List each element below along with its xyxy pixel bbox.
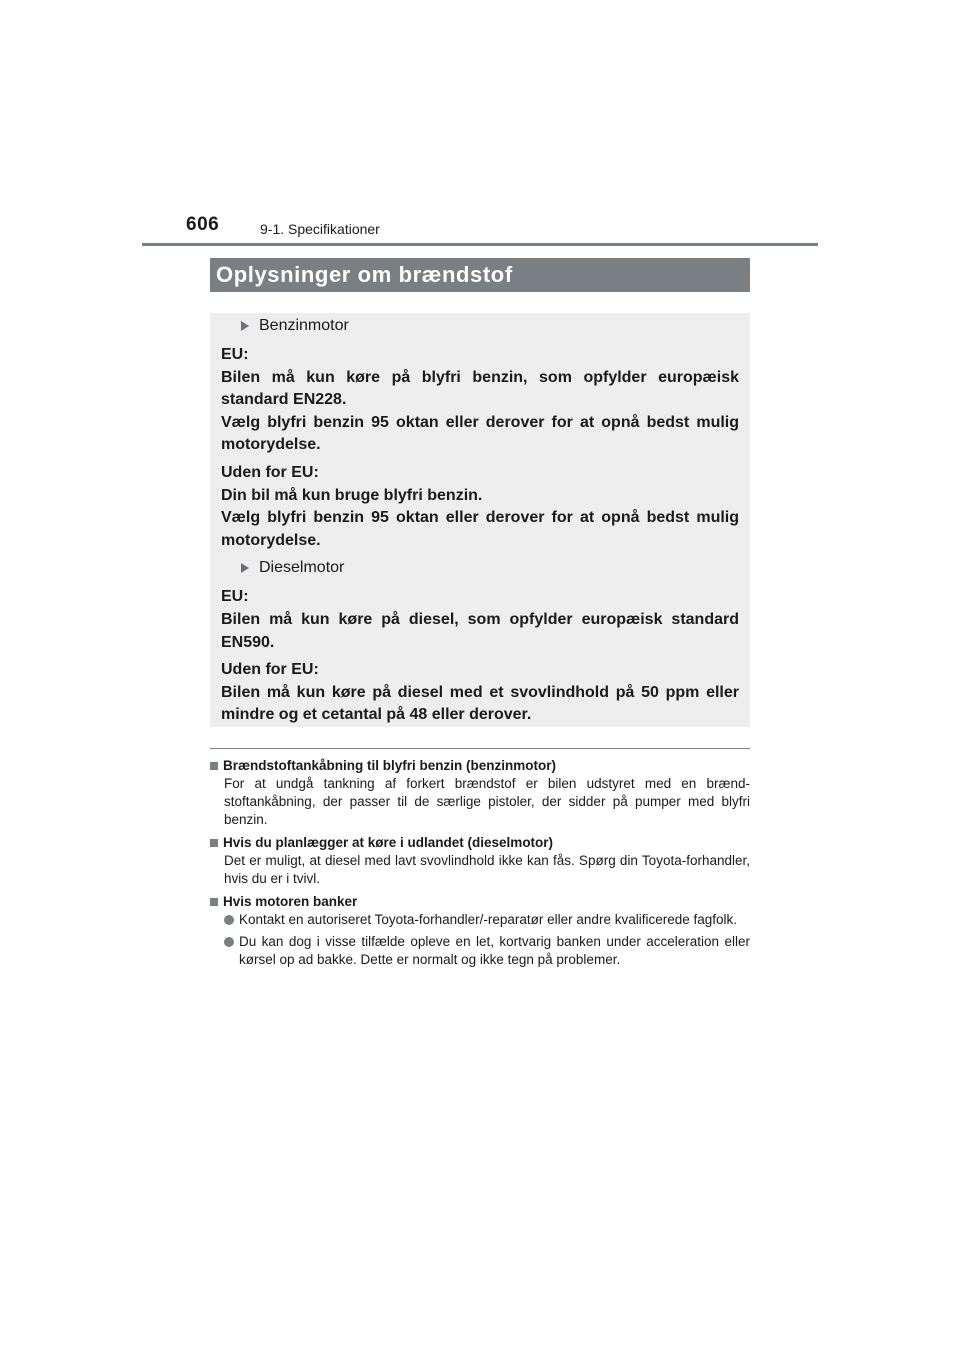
note-petrol-filler bbox=[210, 757, 750, 829]
petrol-eu-text-2: Vælg blyfri benzin 95 oktan eller derover for at opnå bedst mulig motorydelse. bbox=[221, 413, 739, 454]
round-bullet-icon bbox=[224, 937, 234, 947]
note-title-text: Hvis du planlægger at køre i udlandet (dieselmotor) bbox=[223, 835, 554, 850]
petrol-non-eu-label: Uden for EU: bbox=[221, 463, 319, 481]
note-title-text: Brændstoftankåbning til blyfri benzin (benzinmotor) bbox=[223, 758, 556, 773]
note-body: Det er muligt, at diesel med lavt svovlindhold ikke kan fås. Spørg din Toyota-forhandler, hvis du er i tvivl. bbox=[224, 853, 750, 886]
square-bullet-icon bbox=[210, 762, 218, 770]
diesel-engine-heading bbox=[241, 556, 739, 580]
diesel-non-eu-text: Bilen må kun køre på diesel med et svovlindhold på 50 ppm eller mindre og et cetantal på 48 eller derover. bbox=[221, 683, 739, 724]
list-item bbox=[224, 911, 750, 929]
petrol-non-eu-block bbox=[221, 462, 739, 552]
petrol-non-eu-text-2: Vælg blyfri benzin 95 oktan eller derover for at opnå bedst mulig motorydelse. bbox=[221, 509, 739, 549]
petrol-eu-block bbox=[221, 344, 739, 457]
list-item bbox=[224, 933, 750, 969]
diesel-non-eu-label: Uden for EU: bbox=[221, 661, 319, 679]
page-number: 606 bbox=[186, 214, 220, 235]
round-bullet-icon bbox=[224, 915, 234, 925]
square-bullet-icon bbox=[210, 839, 218, 847]
triangle-bullet-icon bbox=[241, 321, 249, 331]
list-item-text: Kontakt en autoriseret Toyota-forhandler/-reparatør eller andre kvalificerede fagfolk. bbox=[239, 912, 738, 927]
square-bullet-icon bbox=[210, 898, 218, 906]
header-rule bbox=[142, 243, 818, 246]
note-engine-knocking bbox=[210, 893, 750, 969]
diesel-eu-block bbox=[221, 586, 739, 654]
petrol-eu-label: EU: bbox=[221, 346, 249, 363]
diesel-heading-label: Dieselmotor bbox=[259, 559, 345, 577]
note-title-text: Hvis motoren banker bbox=[223, 894, 358, 909]
page-title: Oplysninger om brændstof bbox=[210, 258, 750, 292]
note-title bbox=[210, 834, 750, 852]
list-item-text: Du kan dog i visse tilfælde opleve en let, kortvarig banken under acceleration eller kørsel op ad bakke. Dette er normalt og ikke tegn på problemer. bbox=[239, 934, 750, 967]
diesel-eu-label: EU: bbox=[221, 588, 249, 606]
petrol-heading-label: Benzinmotor bbox=[259, 317, 349, 334]
fuel-info-box bbox=[210, 313, 750, 727]
petrol-eu-text-1: Bilen må kun køre på blyfri benzin, som opfylder europæisk standard EN228. bbox=[221, 368, 739, 409]
note-driving-abroad bbox=[210, 834, 750, 888]
petrol-non-eu-text-1: Din bil må kun bruge blyfri benzin. bbox=[221, 486, 483, 504]
note-title bbox=[210, 893, 750, 911]
section-label: 9-1. Specifikationer bbox=[260, 221, 380, 237]
note-title bbox=[210, 757, 750, 775]
diesel-eu-text: Bilen må kun køre på diesel, som opfylder europæisk standard EN590. bbox=[221, 610, 739, 651]
diesel-non-eu-block bbox=[221, 659, 739, 727]
petrol-engine-heading bbox=[241, 314, 739, 338]
triangle-bullet-icon bbox=[241, 563, 249, 573]
note-body: For at undgå tankning af forkert brændstof er bilen udstyret med en brænd-stoftankåbning, der passer til de særlige pistoler, der sidder på pumper med blyfri benzin. bbox=[224, 776, 750, 827]
notes-section bbox=[210, 748, 750, 974]
